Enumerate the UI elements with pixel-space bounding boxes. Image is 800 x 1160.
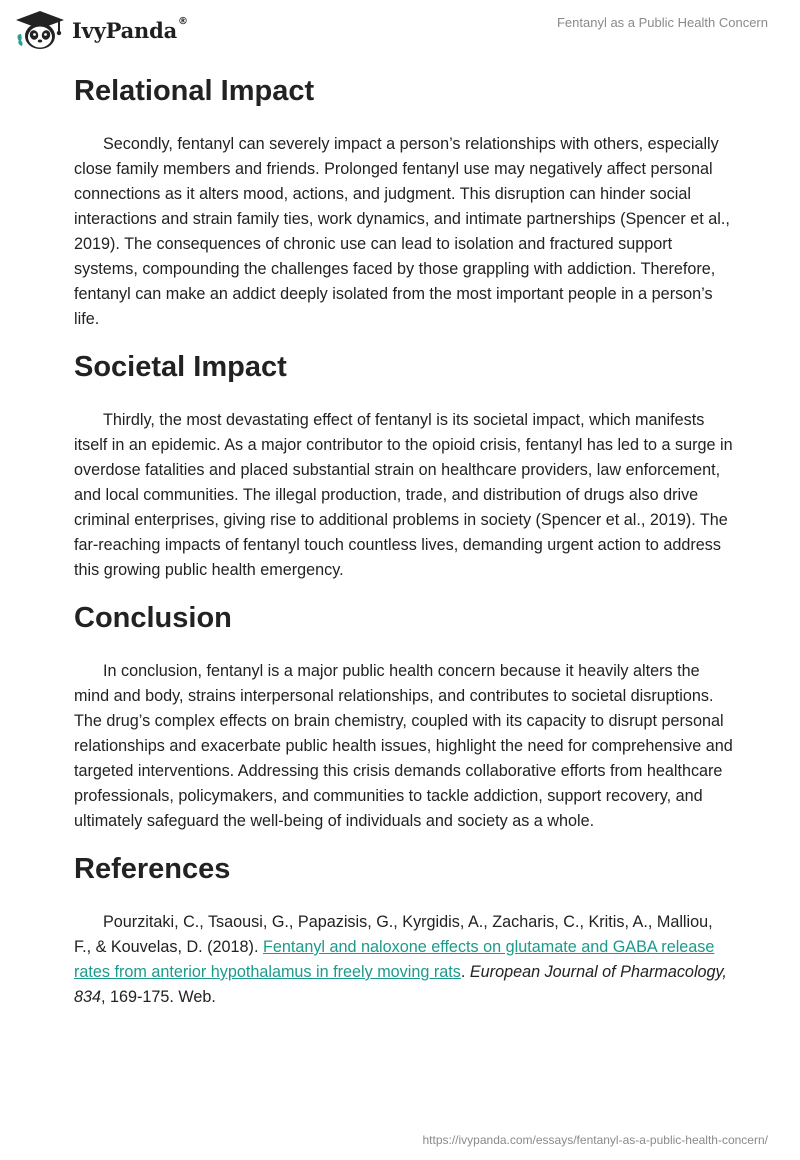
section-conclusion xyxy=(74,597,734,834)
paragraph-societal-impact: Thirdly, the most devastating effect of fentanyl is its societal impact, which manifests itself in an epidemic. As a major contributor to the opioid crisis, fentanyl has led to a surge in overdose fatalities and placed substantial strain on healthcare providers, law enforcement, and local communities. The illegal production, trade, and distribution of drugs also drive criminal enterprises, giving rise to additional problems in society (Spencer et al., 2019). The far-reaching impacts of fentanyl touch countless lives, demanding urgent action to address this growing public health emergency. xyxy=(74,411,733,579)
paragraph-relational-impact: Secondly, fentanyl can severely impact a person’s relationships with others, especially close family members and friends. Prolonged fentanyl use may negatively affect personal connections as it alters mood, actions, and judgment. This disruption can hinder social interactions and strain family ties, work dynamics, and intimate partnerships (Spencer et al., 2019). The consequences of chronic use can lead to isolation and fractured support systems, compounding the challenges faced by those grappling with addiction. Therefore, fentanyl can make an addict deeply isolated from the most important people in a person’s life. xyxy=(74,135,730,328)
heading-relational-impact: Relational Impact xyxy=(74,75,315,107)
heading-conclusion: Conclusion xyxy=(74,602,232,634)
panda-graduate-icon xyxy=(14,10,66,50)
reference-authors: Pourzitaki, C., Tsaousi, G., Papazisis, G., Kyrgidis, A., Zacharis, C., Kritis, A., Malliou, F., & Kouvelas, D. (2018). xyxy=(74,913,713,956)
section-references xyxy=(74,848,734,1010)
section-societal-impact xyxy=(74,346,734,583)
heading-references: References xyxy=(74,853,231,885)
heading-societal-impact: Societal Impact xyxy=(74,351,287,383)
page-header xyxy=(0,0,800,60)
essay-content xyxy=(74,70,734,1010)
reference-journal: European Journal of Pharmacology, 834 xyxy=(74,963,727,1006)
paragraph-conclusion: In conclusion, fentanyl is a major public health concern because it heavily alters the mind and body, strains interpersonal relationships, and contributes to societal disruptions. The drug’s complex effects on brain chemistry, coupled with its capacity to disrupt personal relationships and exacerbate public health issues, highlight the need for comprehensive and targeted interventions. Addressing this crisis demands collaborative efforts from healthcare professionals, policymakers, and communities to tackle addiction, support recovery, and ultimately safeguard the well-being of individuals and society as a whole. xyxy=(74,662,733,830)
reference-title-link[interactable]: Fentanyl and naloxone effects on glutamate and GABA release rates from anterior hypothalamus in freely moving rats xyxy=(74,938,715,981)
reference-pages: , 169-175. Web. xyxy=(101,988,216,1006)
document-title: Fentanyl as a Public Health Concern xyxy=(556,15,768,30)
logo-wordmark: IvyPanda® xyxy=(72,15,188,43)
ivypanda-logo[interactable] xyxy=(14,10,188,50)
reference-separator: . xyxy=(460,963,470,981)
reference-entry xyxy=(74,910,734,1010)
footer-source-url: https://ivypanda.com/essays/fentanyl-as-a-public-health-concern/ xyxy=(422,1133,768,1147)
section-relational-impact xyxy=(74,70,734,332)
